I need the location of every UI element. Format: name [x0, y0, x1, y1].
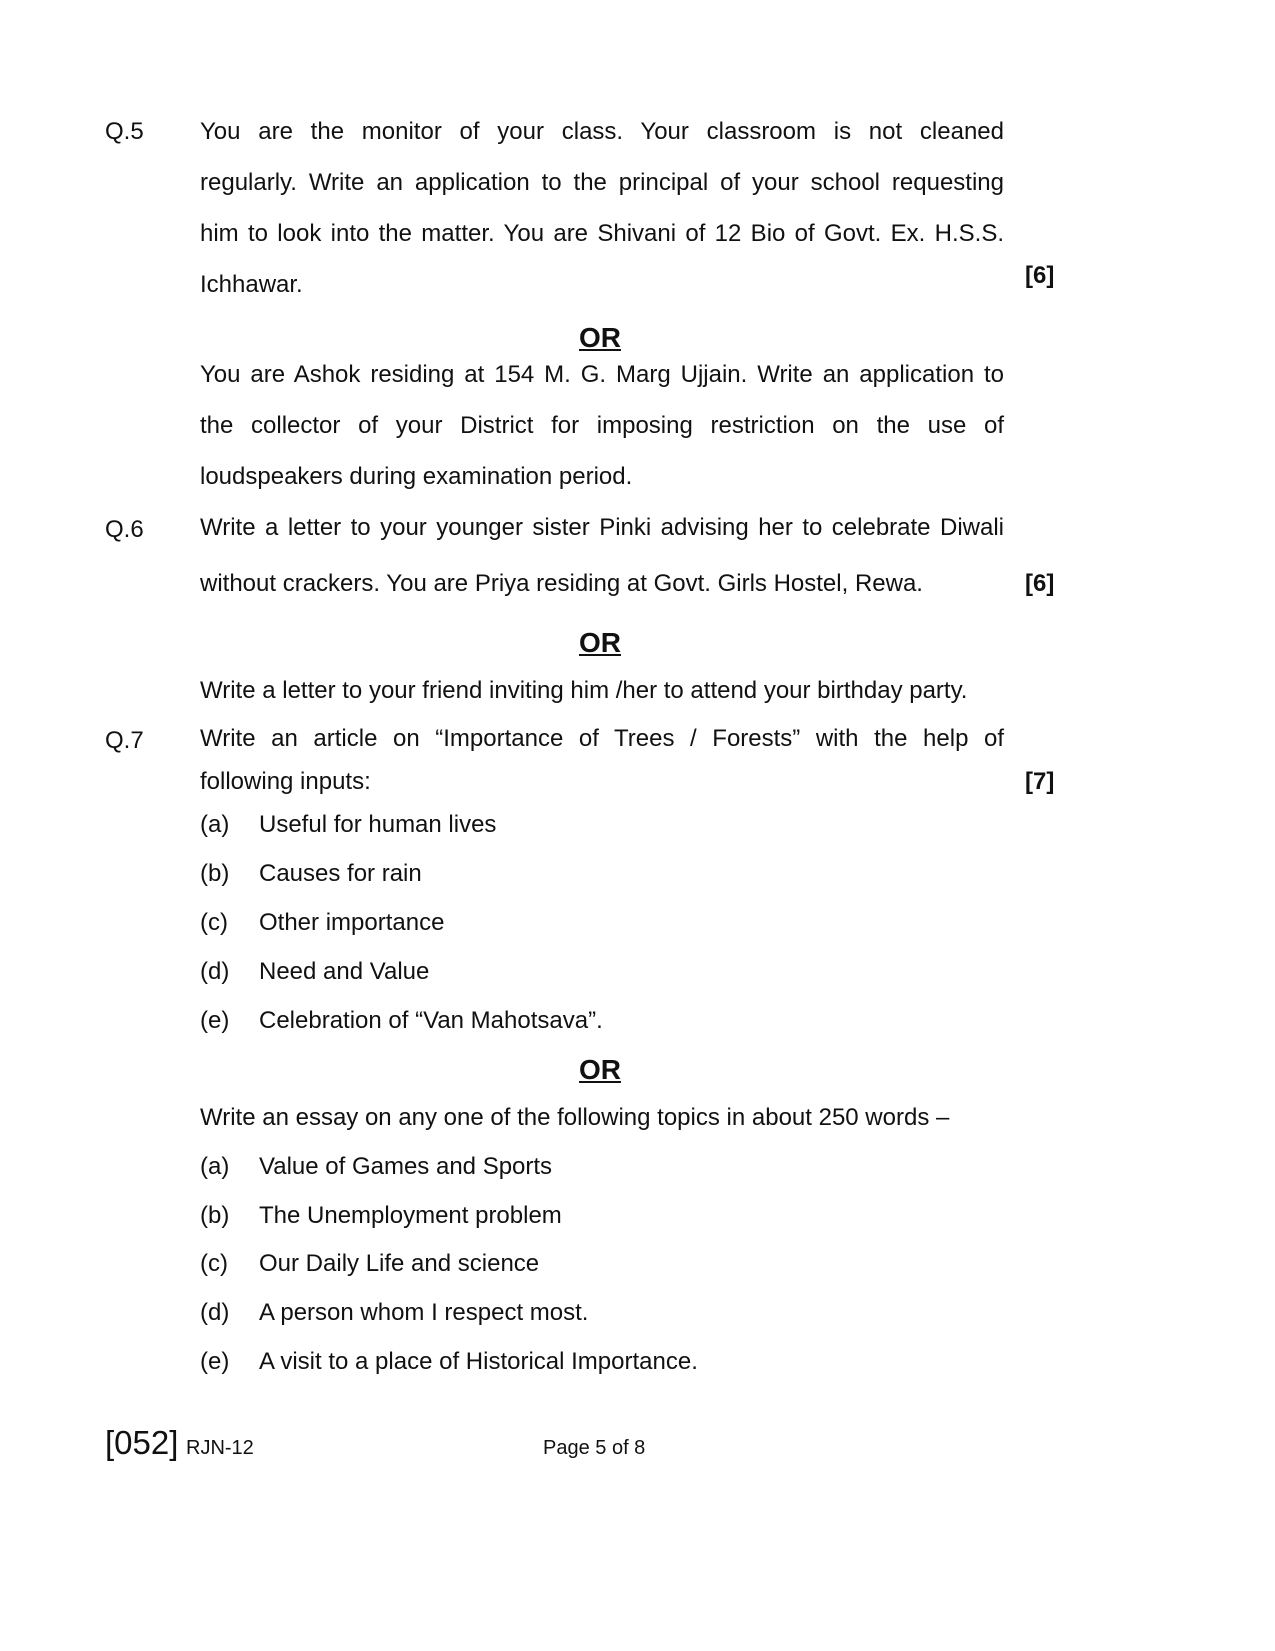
q5-text-line-1: You are the monitor of your class. Your classroom is not cleaned	[200, 118, 1004, 145]
q7-alt-option-text-b: The Unemployment problem	[259, 1202, 562, 1229]
q7-alt-option-text-e: A visit to a place of Historical Importance.	[259, 1348, 698, 1375]
footer-page-number: Page 5 of 8	[543, 1437, 646, 1459]
q7-option-label-a: (a)	[200, 811, 230, 838]
q6-marks: [6]	[1025, 570, 1055, 597]
q7-alt-option-label-c: (c)	[200, 1250, 228, 1277]
q7-alt-option-text-a: Value of Games and Sports	[259, 1153, 553, 1180]
q7-option-text-d: Need and Value	[259, 958, 430, 985]
q7-text-line-1: Write an article on “Importance of Trees / Forests” with the help of	[200, 725, 1004, 752]
q7-alt-option-text-d: A person whom I respect most.	[259, 1299, 589, 1326]
footer-paper-ref: RJN-12	[186, 1437, 254, 1459]
q5-text-line-3: him to look into the matter. You are Shivani of 12 Bio of Govt. Ex. H.S.S.	[200, 220, 1004, 247]
q5-text-line-2: regularly. Write an application to the principal of your school requesting	[200, 169, 1004, 196]
q7-option-text-e: Celebration of “Van Mahotsava”.	[259, 1007, 603, 1034]
q5-or-separator: OR	[579, 322, 621, 353]
q7-option-label-c: (c)	[200, 909, 228, 936]
footer-paper-code: [052]	[105, 1424, 179, 1461]
q5-alt-line-1: You are Ashok residing at 154 M. G. Marg Ujjain. Write an application to	[200, 361, 1004, 388]
q6-text-line-2: without crackers. You are Priya residing at Govt. Girls Hostel, Rewa.	[200, 570, 923, 597]
q7-option-text-c: Other importance	[259, 909, 445, 936]
q7-option-text-a: Useful for human lives	[259, 811, 497, 838]
q7-alt-option-text-c: Our Daily Life and science	[259, 1250, 540, 1277]
q6-alt-line-1: Write a letter to your friend inviting him /her to attend your birthday party.	[200, 677, 968, 704]
q7-alt-intro: Write an essay on any one of the following topics in about 250 words –	[200, 1104, 950, 1131]
q7-or-separator: OR	[579, 1054, 621, 1085]
q7-alt-option-label-b: (b)	[200, 1202, 230, 1229]
q7-alt-option-label-d: (d)	[200, 1299, 230, 1326]
q7-option-label-e: (e)	[200, 1007, 230, 1034]
q5-marks: [6]	[1025, 262, 1055, 289]
q7-option-label-d: (d)	[200, 958, 230, 985]
q5-alt-line-2: the collector of your District for imposing restriction on the use of	[200, 412, 1004, 439]
question-number-5: Q.5	[105, 118, 144, 145]
q7-option-label-b: (b)	[200, 860, 230, 887]
q7-option-text-b: Causes for rain	[259, 860, 422, 887]
question-number-7: Q.7	[105, 727, 144, 754]
q7-alt-option-label-a: (a)	[200, 1153, 230, 1180]
q5-text-line-4: Ichhawar.	[200, 271, 303, 298]
q7-alt-option-label-e: (e)	[200, 1348, 230, 1375]
q7-text-line-2: following inputs:	[200, 768, 371, 795]
q5-alt-line-3: loudspeakers during examination period.	[200, 463, 633, 490]
q6-or-separator: OR	[579, 627, 621, 658]
q7-marks: [7]	[1025, 768, 1055, 795]
q6-text-line-1: Write a letter to your younger sister Pinki advising her to celebrate Diwali	[200, 514, 1004, 541]
question-number-6: Q.6	[105, 516, 144, 543]
